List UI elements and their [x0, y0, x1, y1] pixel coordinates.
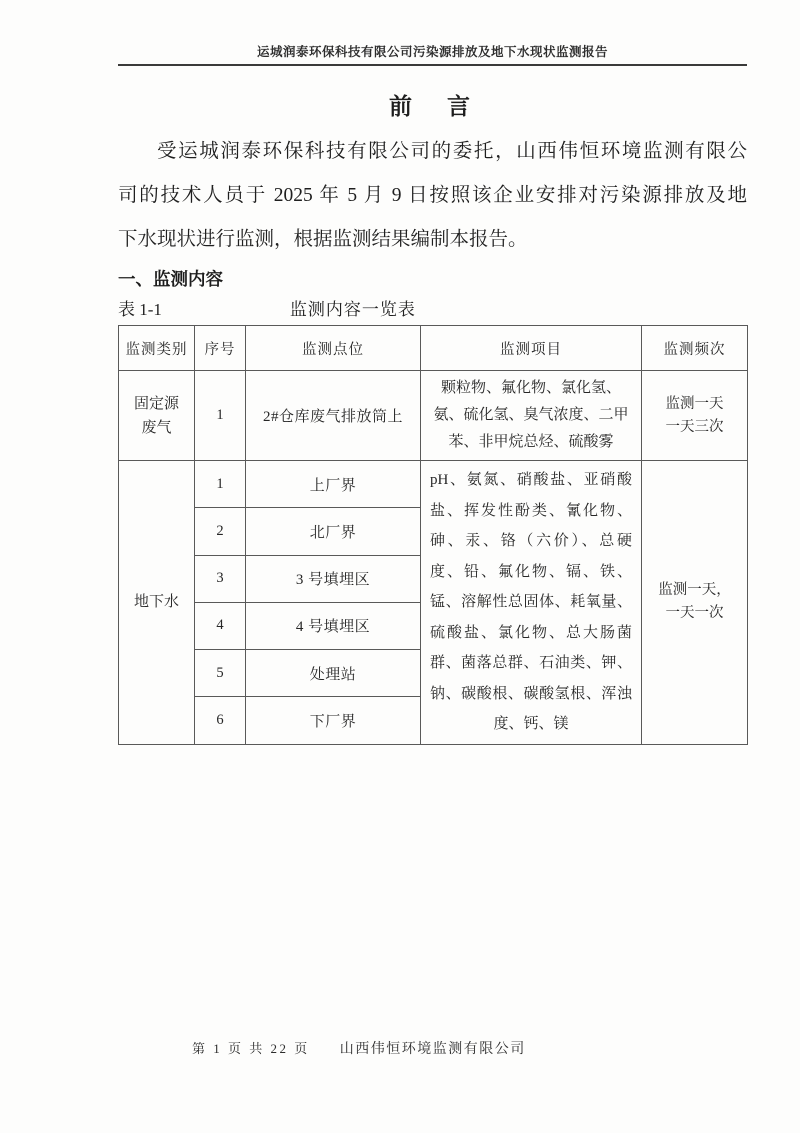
- frequency-cell-waste-gas: [642, 371, 748, 461]
- category-cell-groundwater: 地下水: [119, 461, 195, 745]
- preface-line-1: 受运城润泰环保科技有限公司的委托，山西伟恒环境监测有限公: [157, 141, 747, 162]
- site-cell: 2#仓库废气排放筒上: [246, 371, 421, 461]
- running-header: 运城润泰环保科技有限公司污染源排放及地下水现状监测报告: [118, 42, 747, 66]
- page-footer: [192, 1038, 526, 1058]
- frequency-line: 监测一天: [665, 395, 724, 412]
- preface-paragraph: [118, 130, 747, 262]
- col-header-items: 监测项目: [421, 326, 642, 371]
- seq-cell: 3: [195, 555, 246, 602]
- section-heading: 一、监测内容: [118, 269, 223, 289]
- frequency-line: 一天三次: [665, 418, 724, 435]
- preface-line-3: 下水现状进行监测，根据监测结果编制本报告。: [118, 229, 528, 250]
- page-content: [118, 0, 747, 745]
- col-header-category: 监测类别: [119, 326, 195, 371]
- site-cell: 3 号填埋区: [246, 555, 421, 602]
- frequency-line: 监测一天，: [658, 582, 731, 599]
- col-header-seq: 序号: [195, 326, 246, 371]
- seq-cell: 5: [195, 650, 246, 697]
- site-cell: 4 号填埋区: [246, 602, 421, 649]
- col-header-site: 监测点位: [246, 326, 421, 371]
- col-header-frequency: 监测频次: [642, 326, 748, 371]
- preface-line-2: 司的技术人员于 2025 年 5 月 9 日按照该企业安排对污染源排放及地: [118, 185, 747, 206]
- frequency-line: 一天一次: [665, 605, 724, 622]
- site-cell: 下厂界: [246, 697, 421, 744]
- monitoring-table: [118, 325, 748, 745]
- footer-company: 山西伟恒环境监测有限公司: [339, 1042, 526, 1057]
- seq-cell: 1: [195, 371, 246, 461]
- items-cell-waste-gas: 颗粒物、氟化物、氯化氢、氨、硫化氢、臭气浓度、二甲苯、非甲烷总烃、硫酸雾: [421, 371, 642, 461]
- frequency-cell-groundwater: [642, 461, 748, 745]
- table-header-row: [119, 326, 748, 371]
- seq-cell: 6: [195, 697, 246, 744]
- table-caption-row: [118, 298, 747, 321]
- footer-page-number: 第 1 页 共 22 页: [192, 1041, 310, 1056]
- seq-cell: 4: [195, 602, 246, 649]
- table-row: [119, 371, 748, 461]
- category-cell-waste-gas: 固定源废气: [119, 371, 195, 461]
- table-caption: 监测内容一览表: [289, 300, 416, 319]
- seq-cell: 1: [195, 461, 246, 508]
- site-cell: 北厂界: [246, 508, 421, 555]
- site-cell: 上厂界: [246, 461, 421, 508]
- seq-cell: 2: [195, 508, 246, 555]
- table-label: 表 1-1: [118, 300, 162, 319]
- site-cell: 处理站: [246, 650, 421, 697]
- items-cell-groundwater: pH、氨氮、硝酸盐、亚硝酸盐、挥发性酚类、氰化物、砷、汞、铬（六价）、总硬度、铅、氟化物、镉、铁、锰、溶解性总固体、耗氧量、硫酸盐、氯化物、总大肠菌群、菌落总群、石油类、钾、钠、碳酸根、碳酸氢根、浑浊度、钙、镁: [421, 461, 642, 745]
- table-row: [119, 461, 748, 508]
- preface-title: 前 言: [389, 94, 476, 119]
